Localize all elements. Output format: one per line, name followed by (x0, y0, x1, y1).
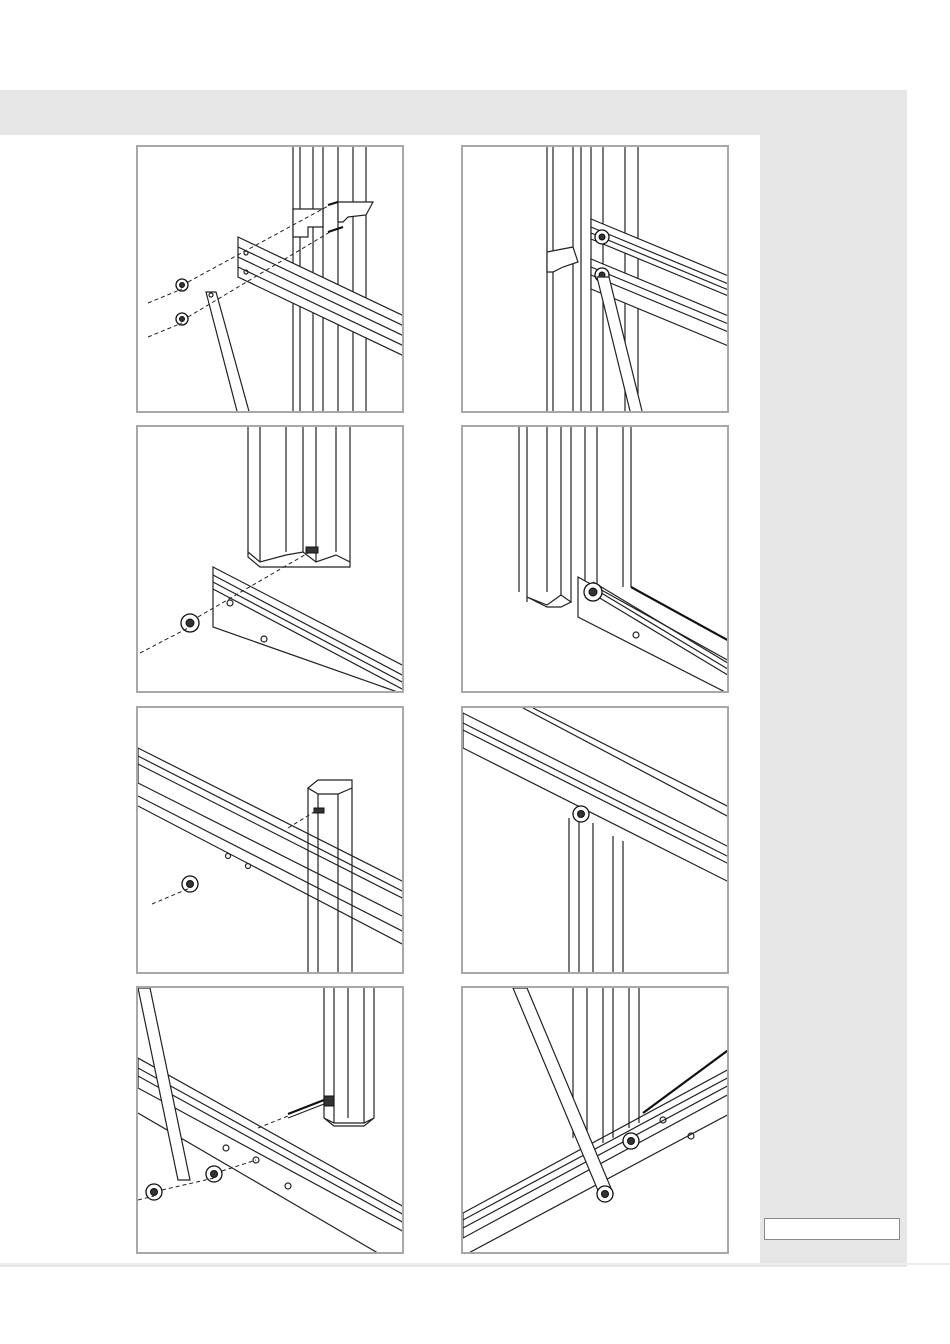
step-1b-illustration (461, 145, 729, 413)
page-number-box (764, 1218, 900, 1240)
step-3b-illustration (461, 706, 729, 974)
step-2b-illustration (461, 425, 729, 693)
bottom-divider (0, 1263, 950, 1265)
step-1a-illustration (136, 145, 404, 413)
step-3a-illustration (136, 706, 404, 974)
step-4b-illustration (461, 986, 729, 1254)
step-4a-illustration (136, 986, 404, 1254)
step-2a-illustration (136, 425, 404, 693)
